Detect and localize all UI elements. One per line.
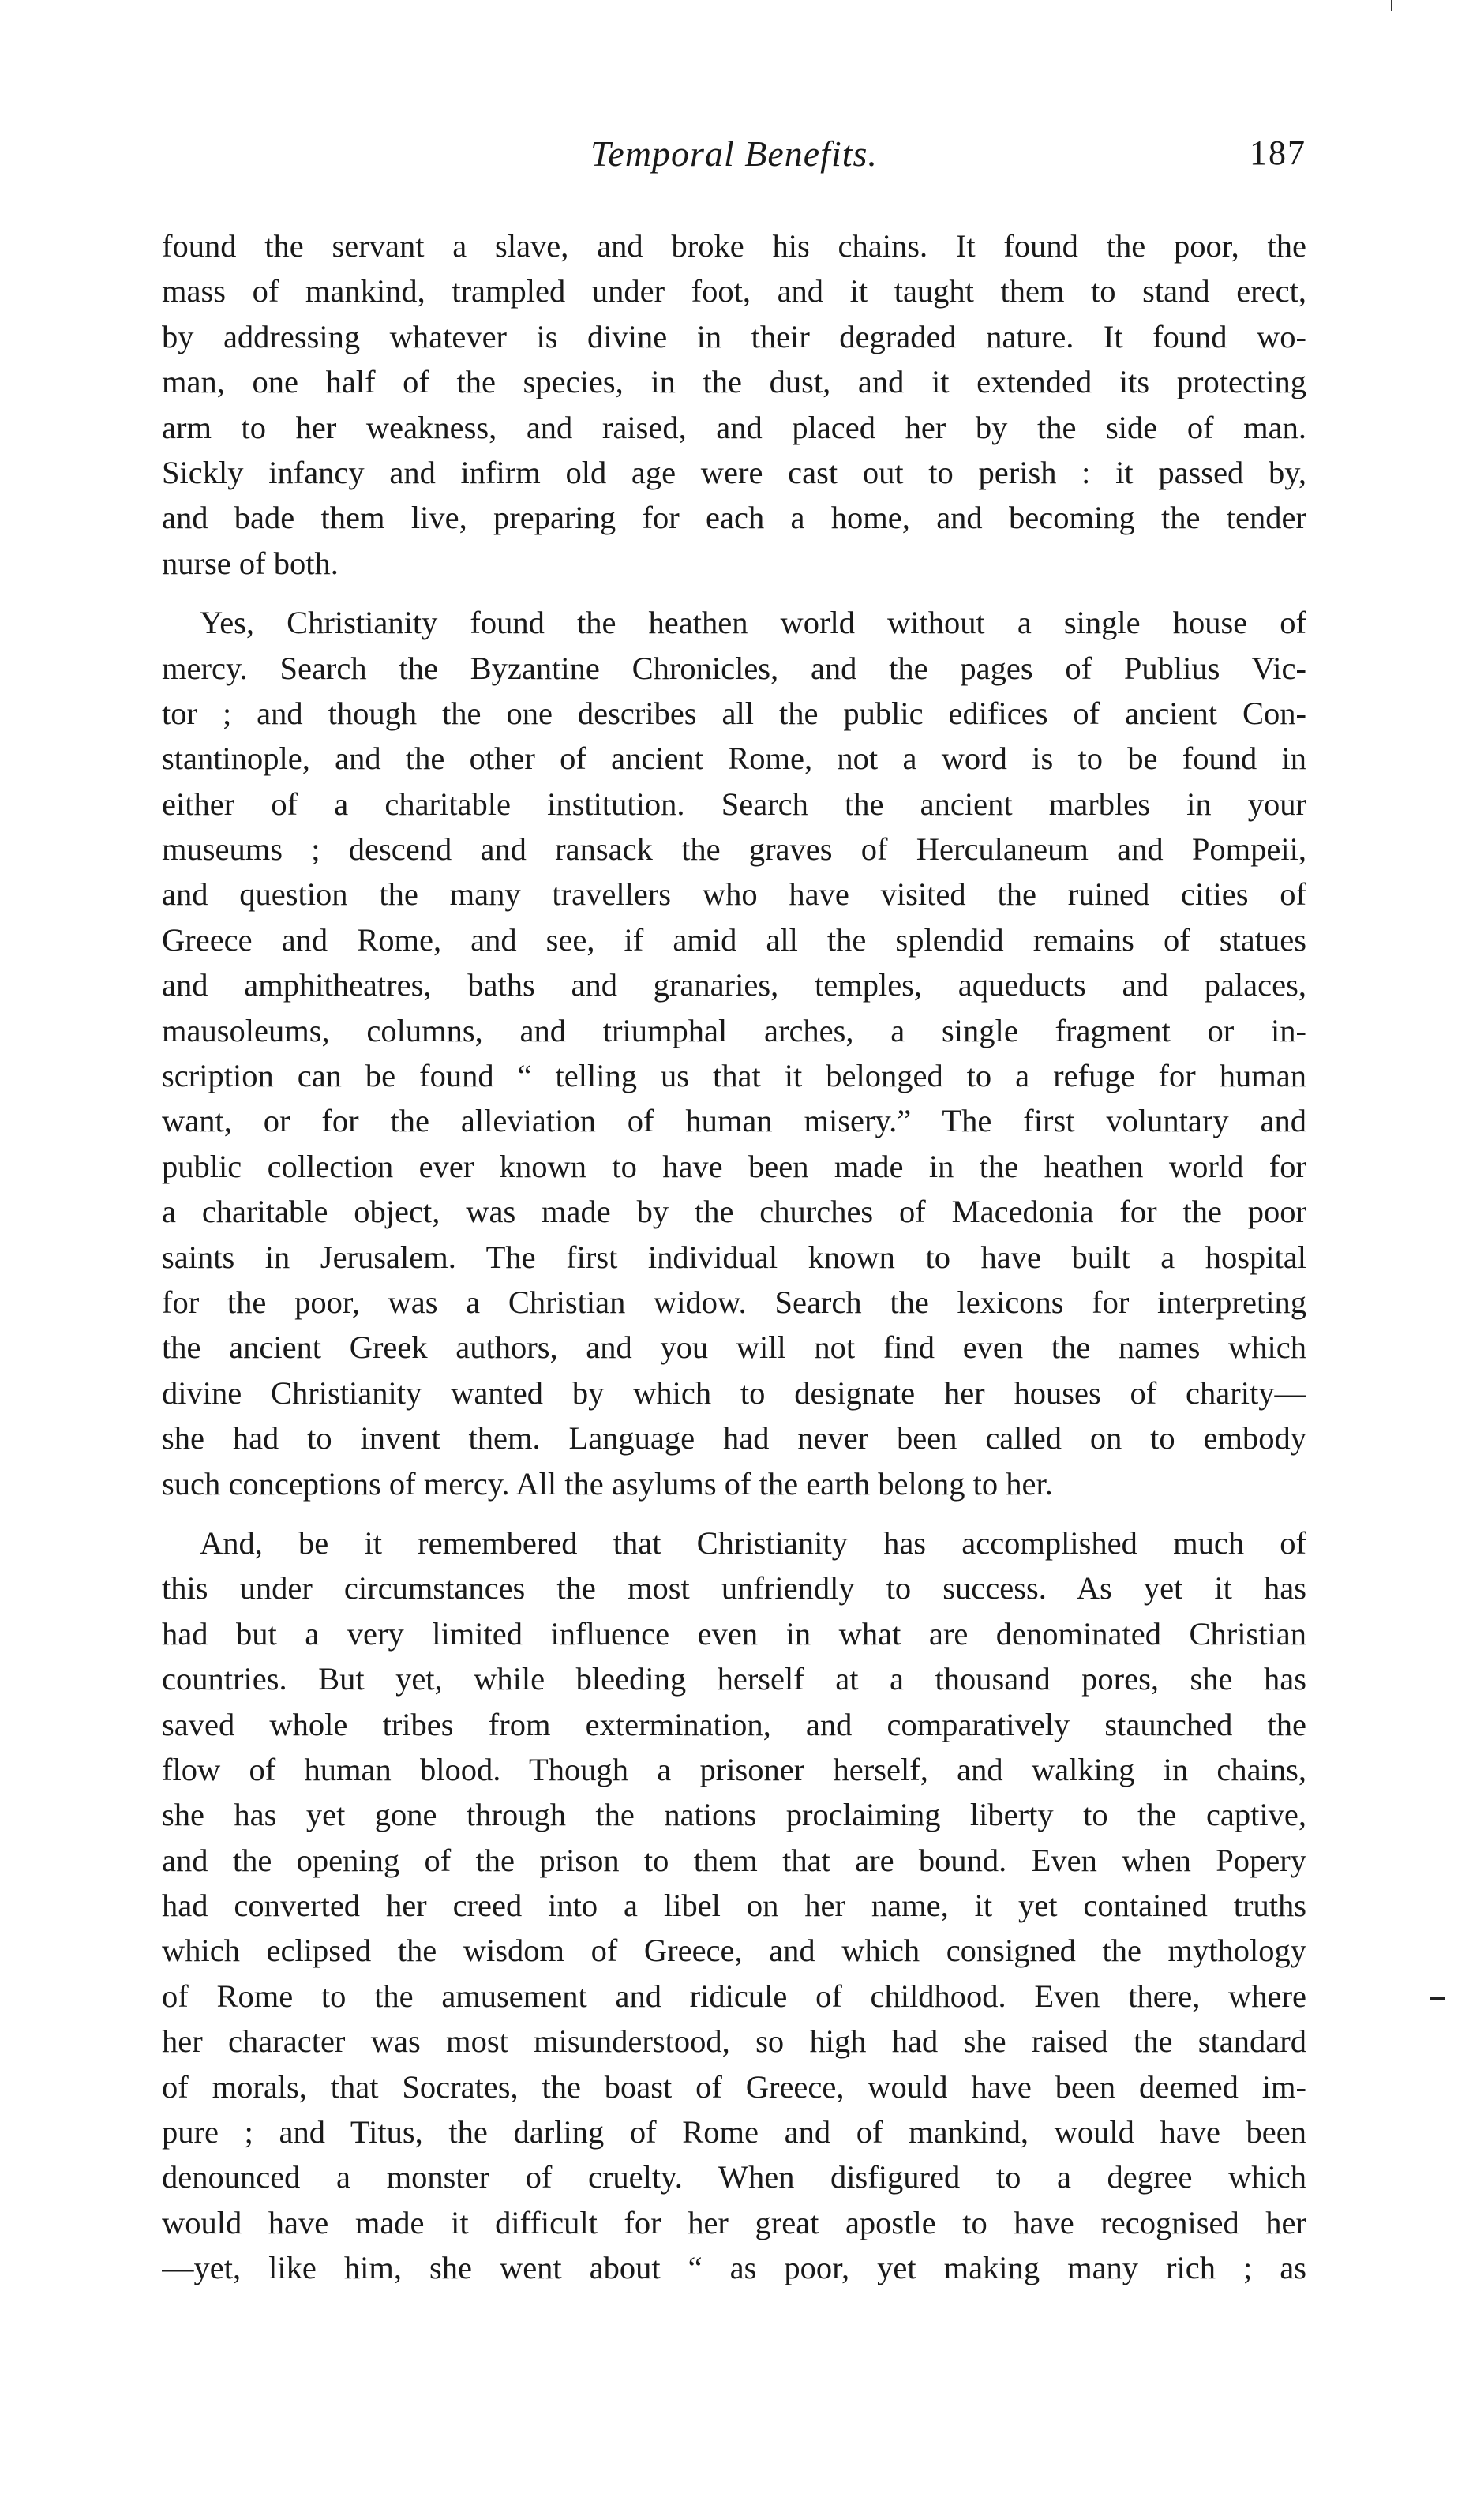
body-text <box>162 223 1306 2291</box>
text-line: such conceptions of mercy. All the asylums of the earth belong to her. <box>162 1465 1053 1502</box>
text-line: saints in Jerusalem. The first individual known to have built a hospital <box>162 1239 1306 1275</box>
margin-dash-mark <box>1430 1997 1445 2000</box>
text-line: nurse of both. <box>162 545 339 581</box>
text-line: had but a very limited influence even in what are denominated Christian <box>162 1615 1306 1652</box>
text-line: of morals, that Socrates, the boast of Greece, would have been deemed im- <box>162 2068 1306 2105</box>
text-line: want, or for the alleviation of human misery.” The first voluntary and <box>162 1103 1306 1139</box>
running-title: Temporal Benefits. <box>590 133 878 174</box>
text-line: her character was most misunderstood, so high had she raised the standard <box>162 2023 1306 2060</box>
text-line: scription can be found “ telling us that it belonged to a refuge for human <box>162 1058 1306 1094</box>
running-head <box>162 133 1306 180</box>
text-line: this under circumstances the most unfriendly to success. As yet it has <box>162 1570 1306 1607</box>
page-number: 187 <box>1250 133 1306 172</box>
text-line: arm to her weakness, and raised, and placed her by the side of man. <box>162 409 1306 445</box>
text-line: public collection ever known to have been made in the heathen world for <box>162 1148 1306 1184</box>
text-line: she has yet gone through the nations proclaiming liberty to the captive, <box>162 1797 1306 1833</box>
text-line: denounced a monster of cruelty. When disfigured to a degree which <box>162 2159 1306 2195</box>
text-line: she had to invent them. Language had never been called on to embody <box>162 1420 1306 1457</box>
text-line: a charitable object, was made by the churches of Macedonia for the poor <box>162 1194 1306 1230</box>
text-line: Yes, Christianity found the heathen world without a single house of <box>200 605 1306 641</box>
text-line: countries. But yet, while bleeding herself at a thousand pores, she has <box>162 1661 1306 1697</box>
text-line: found the servant a slave, and broke his chains. It found the poor, the <box>162 228 1306 264</box>
text-line: mass of mankind, trampled under foot, and it taught them to stand erect, <box>162 273 1306 309</box>
text-line: for the poor, was a Christian widow. Search the lexicons for interpreting <box>162 1284 1306 1320</box>
text-line: —yet, like him, she went about “ as poor, yet making many rich ; as <box>162 2250 1306 2286</box>
text-line: which eclipsed the wisdom of Greece, and which consigned the mythology <box>162 1933 1306 1969</box>
text-line: of Rome to the amusement and ridicule of childhood. Even there, where <box>162 1978 1306 2014</box>
text-line: stantinople, and the other of ancient Rome, not a word is to be found in <box>162 741 1306 777</box>
text-line: mausoleums, columns, and triumphal arches, a single fragment or in- <box>162 1012 1306 1048</box>
text-line: pure ; and Titus, the darling of Rome and of mankind, would have been <box>162 2114 1306 2150</box>
text-line: tor ; and though the one describes all the public edifices of ancient Con- <box>162 695 1306 731</box>
text-line: either of a charitable institution. Search the ancient marbles in your <box>162 786 1306 822</box>
text-line: and the opening of the prison to them that are bound. Even when Popery <box>162 1842 1306 1878</box>
text-line: saved whole tribes from extermination, and comparatively staunched the <box>162 1706 1306 1742</box>
text-line: would have made it difficult for her great apostle to have recognised her <box>162 2204 1306 2240</box>
text-line: and amphitheatres, baths and granaries, temples, aqueducts and palaces, <box>162 967 1306 1003</box>
text-line: and question the many travellers who have visited the ruined cities of <box>162 876 1306 913</box>
text-line: man, one half of the species, in the dust, and it extended its protecting <box>162 364 1306 400</box>
text-line: mercy. Search the Byzantine Chronicles, and the pages of Publius Vic- <box>162 650 1306 686</box>
paragraph-3 <box>162 1520 1306 2291</box>
paragraph-1 <box>162 223 1306 586</box>
edge-mark <box>1391 0 1392 11</box>
text-line: by addressing whatever is divine in their degraded nature. It found wo- <box>162 318 1306 354</box>
text-line: Sickly infancy and infirm old age were cast out to perish : it passed by, <box>162 454 1306 490</box>
text-line: And, be it remembered that Christianity has accomplished much of <box>200 1524 1306 1561</box>
text-line: museums ; descend and ransack the graves of Herculaneum and Pompeii, <box>162 831 1306 868</box>
text-line: and bade them live, preparing for each a home, and becoming the tender <box>162 500 1306 536</box>
text-line: had converted her creed into a libel on her name, it yet contained truths <box>162 1888 1306 1924</box>
text-line: flow of human blood. Though a prisoner herself, and walking in chains, <box>162 1751 1306 1787</box>
paragraph-2 <box>162 600 1306 1506</box>
text-line: the ancient Greek authors, and you will not find even the names which <box>162 1329 1306 1366</box>
text-line: divine Christianity wanted by which to designate her houses of charity— <box>162 1374 1306 1411</box>
text-line: Greece and Rome, and see, if amid all the splendid remains of statues <box>162 921 1306 958</box>
